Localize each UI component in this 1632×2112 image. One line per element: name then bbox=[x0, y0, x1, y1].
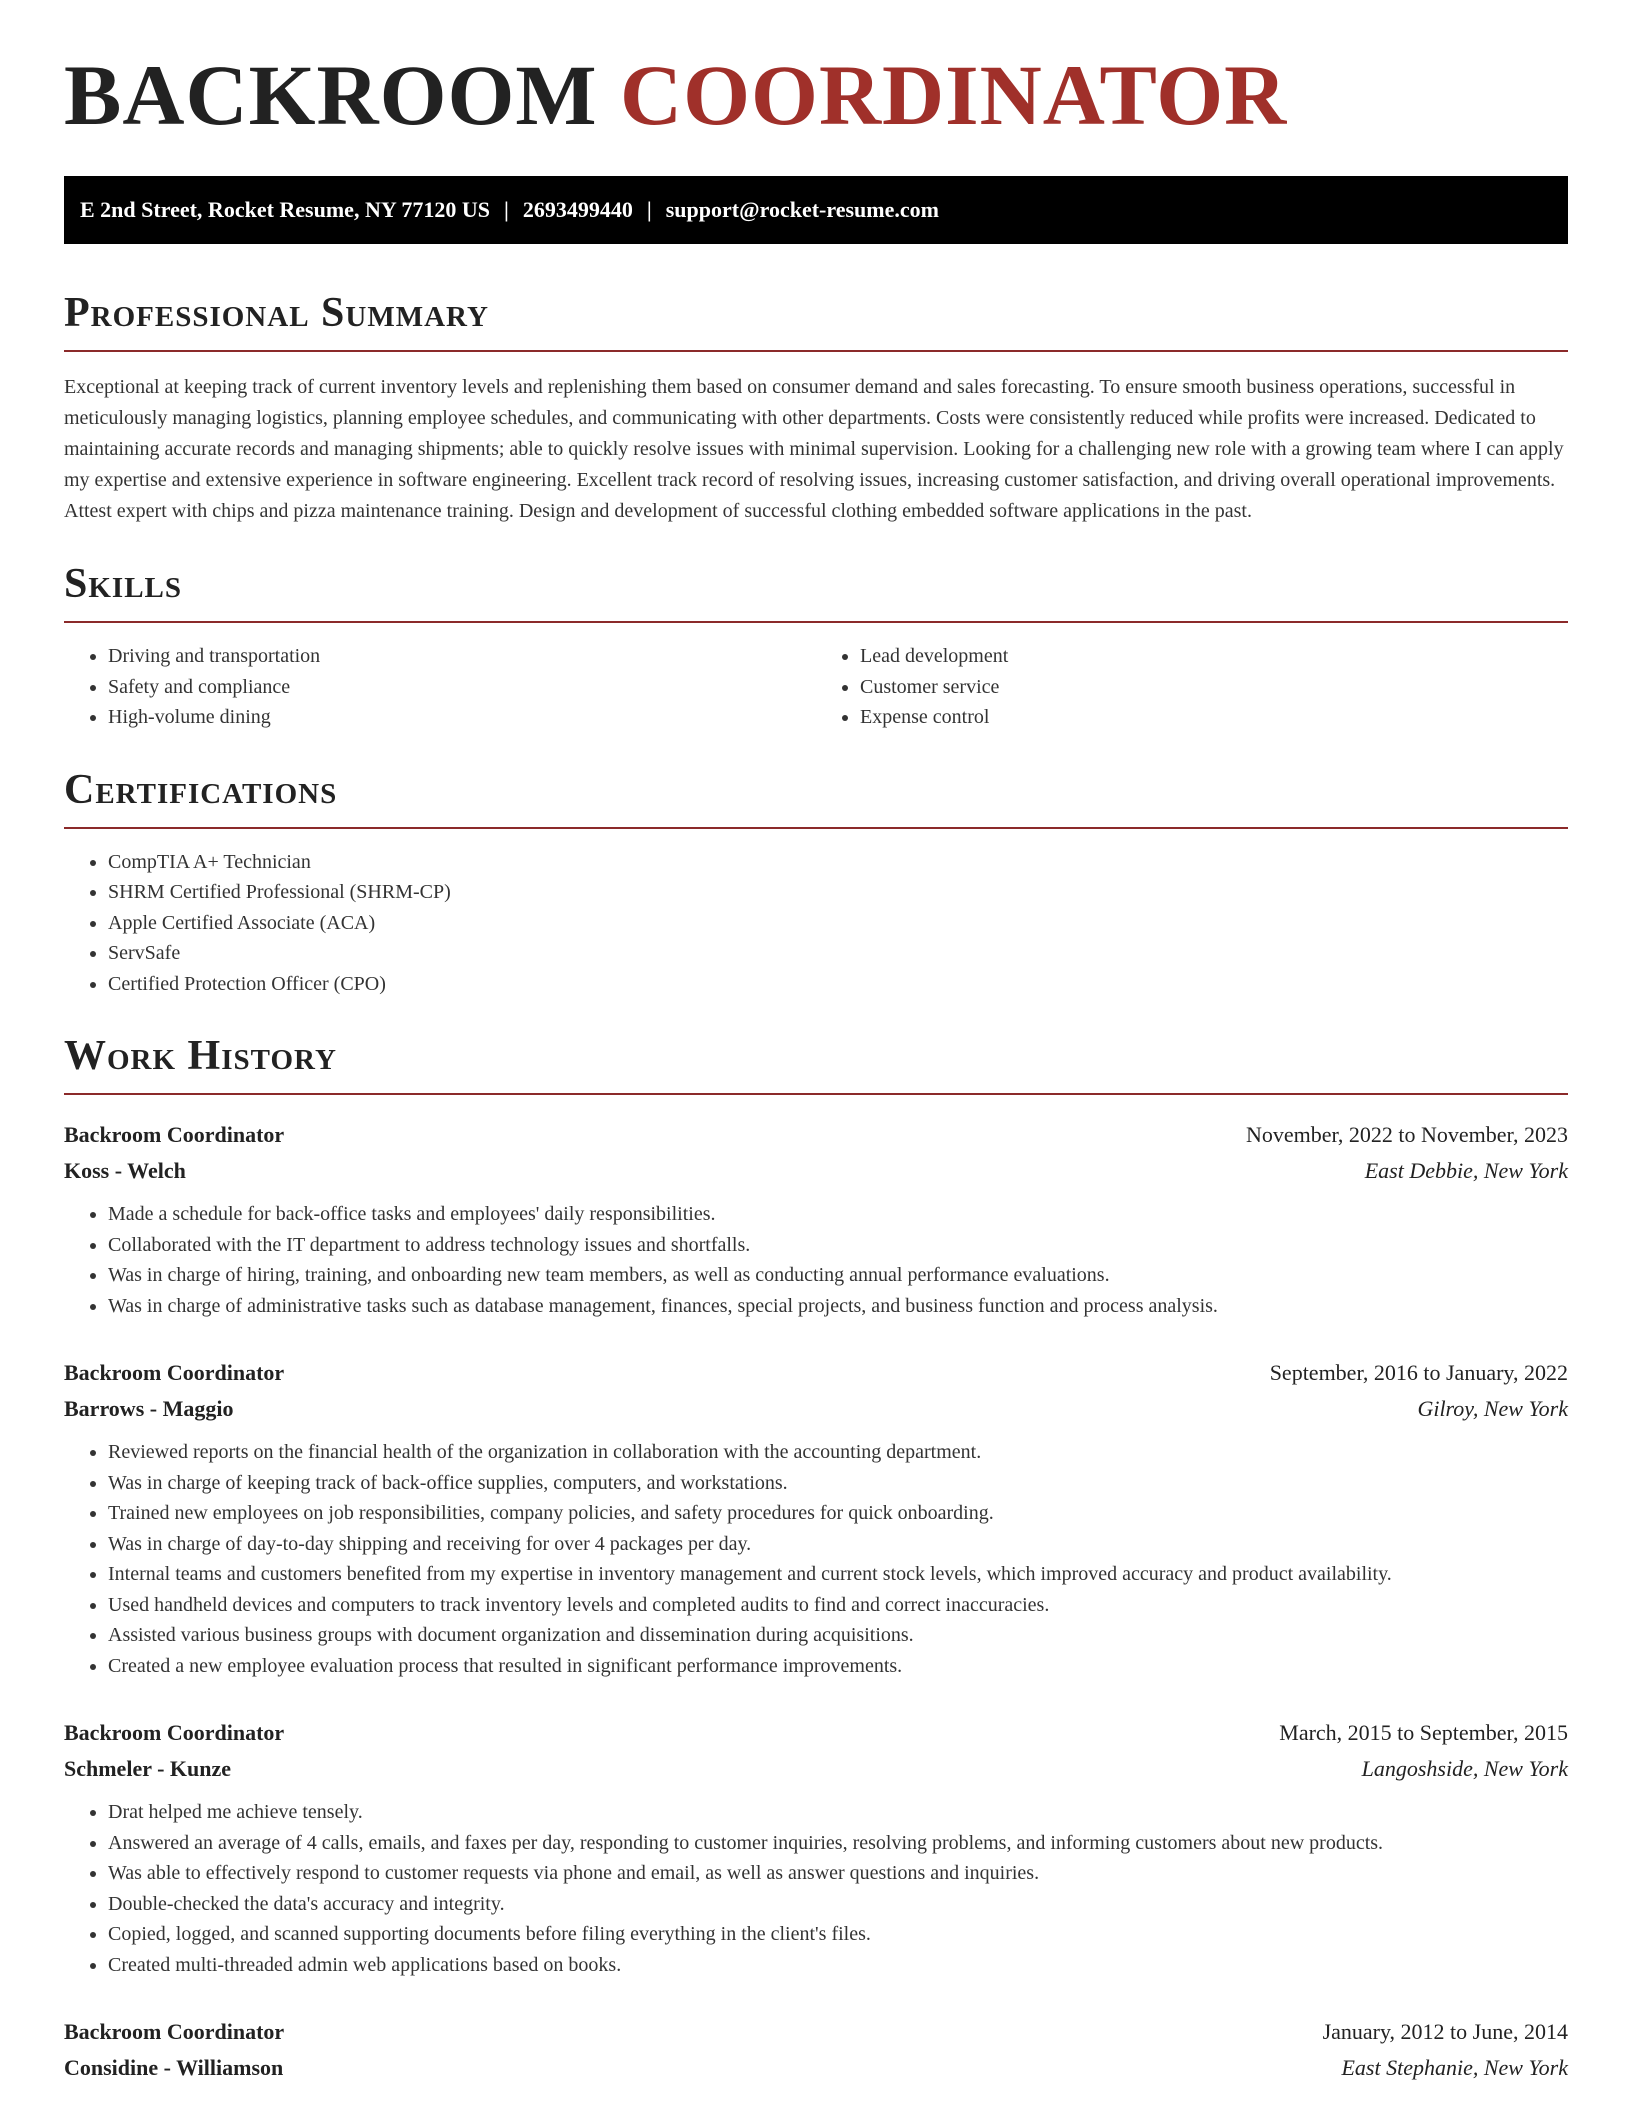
job-company-row bbox=[64, 1153, 1568, 1189]
job-entry bbox=[64, 1715, 1568, 1980]
certifications-section bbox=[64, 766, 1568, 1000]
job-location: Gilroy, New York bbox=[1417, 1396, 1568, 1421]
job-company: Schmeler - Kunze bbox=[64, 1756, 232, 1781]
job-location: East Debbie, New York bbox=[1364, 1158, 1568, 1183]
job-title: Backroom Coordinator bbox=[64, 1122, 285, 1147]
job-bullet: • Double-checked the data's accuracy and integrity. bbox=[108, 1889, 1568, 1920]
job-dates: November, 2022 to November, 2023 bbox=[1245, 1122, 1568, 1147]
job-bullet: • Was in charge of day-to-day shipping and receiving for over 4 packages per day. bbox=[108, 1529, 1568, 1560]
certification-item: • SHRM Certified Professional (SHRM-CP) bbox=[108, 877, 1568, 908]
contact-address: E 2nd Street, Rocket Resume, NY 77120 US bbox=[80, 197, 491, 222]
job-bullet: • Was in charge of keeping track of back-office supplies, computers, and workstations. bbox=[108, 1468, 1568, 1499]
job-company-row bbox=[64, 1751, 1568, 1787]
job-entry bbox=[64, 1355, 1568, 1681]
certification-item: • CompTIA A+ Technician bbox=[108, 847, 1568, 878]
skill-item: • High-volume dining bbox=[108, 702, 816, 733]
job-title: Backroom Coordinator bbox=[64, 1360, 285, 1385]
certification-item: • ServSafe bbox=[108, 938, 1568, 969]
job-title: Backroom Coordinator bbox=[64, 1720, 285, 1745]
job-bullet: • Reviewed reports on the financial health of the organization in collaboration with the accounting department. bbox=[108, 1437, 1568, 1468]
resume-name bbox=[64, 0, 1568, 143]
job-entry bbox=[64, 2014, 1568, 2086]
summary-text: Exceptional at keeping track of current inventory levels and replenishing them based on consumer demand and sales forecasting. To ensure smooth business operations, successful in meticulously managing logistics, planning employee schedules, and communicating with other departments. Costs were consistently reduced while profits were increased. Dedicated to maintaining accurate records and managing shipments; able to quickly resolve issues with minimal supervision. Looking for a challenging new role with a growing team where I can apply my expertise and extensive experience in software engineering. Excellent track record of resolving issues, increasing customer satisfaction, and driving overall operational improvements. Attest expert with chips and pizza maintenance training. Design and development of successful clothing embedded software applications in the past. bbox=[64, 376, 1564, 522]
job-bullet: • Used handheld devices and computers to track inventory levels and completed audits to find and correct inaccuracies. bbox=[108, 1590, 1568, 1621]
contact-phone: 2693499440 bbox=[522, 197, 633, 222]
job-title: Backroom Coordinator bbox=[64, 2019, 285, 2044]
job-header-row bbox=[64, 1715, 1568, 1751]
contact-separator: | bbox=[646, 197, 652, 222]
job-bullet: • Created a new employee evaluation process that resulted in significant performance improvements. bbox=[108, 1651, 1568, 1682]
job-bullets bbox=[64, 1199, 1568, 1321]
skill-item: • Customer service bbox=[860, 672, 1568, 703]
work-history-section bbox=[64, 1035, 1568, 2086]
job-header-row bbox=[64, 2014, 1568, 2050]
job-bullet: • Answered an average of 4 calls, emails, and faxes per day, responding to customer inquiries, resolving problems, and informing customers about new products. bbox=[108, 1828, 1568, 1859]
job-bullet: • Drat helped me achieve tensely. bbox=[108, 1797, 1568, 1828]
job-bullet: • Was in charge of administrative tasks such as database management, finances, special projects, and business function and process analysis. bbox=[108, 1291, 1568, 1322]
job-company: Koss - Welch bbox=[64, 1158, 186, 1183]
skill-item: • Driving and transportation bbox=[108, 641, 816, 672]
job-dates: January, 2012 to June, 2014 bbox=[1322, 2019, 1568, 2044]
section-title-certifications: Certifications bbox=[64, 769, 1568, 829]
job-company: Considine - Williamson bbox=[64, 2055, 284, 2080]
job-bullet: • Made a schedule for back-office tasks and employees' daily responsibilities. bbox=[108, 1199, 1568, 1230]
skills-grid bbox=[64, 641, 1568, 733]
job-bullet: • Was in charge of hiring, training, and onboarding new team members, as well as conducting annual performance evaluations. bbox=[108, 1260, 1568, 1291]
job-company: Barrows - Maggio bbox=[64, 1396, 234, 1421]
certification-item: • Apple Certified Associate (ACA) bbox=[108, 908, 1568, 939]
job-bullet: • Internal teams and customers benefited from my expertise in inventory management and current stock levels, which improved accuracy and product availability. bbox=[108, 1559, 1568, 1590]
contact-separator: | bbox=[504, 197, 509, 222]
certifications-list bbox=[64, 847, 1568, 1000]
job-entry bbox=[64, 1117, 1568, 1321]
contact-bar bbox=[64, 176, 1568, 244]
section-title-work-history: Work History bbox=[64, 1035, 1568, 1095]
job-header-row bbox=[64, 1117, 1568, 1153]
job-header-row bbox=[64, 1355, 1568, 1391]
job-bullet: • Was able to effectively respond to customer requests via phone and email, as well as answer questions and inquiries. bbox=[108, 1858, 1568, 1889]
skills-section bbox=[64, 563, 1568, 733]
name-first: BACKROOM bbox=[64, 47, 598, 143]
job-bullets bbox=[64, 1797, 1568, 1980]
contact-email: support@rocket-resume.com bbox=[665, 197, 939, 222]
job-bullet: • Collaborated with the IT department to address technology issues and shortfalls. bbox=[108, 1230, 1568, 1261]
job-bullets bbox=[64, 1437, 1568, 1681]
name-last: COORDINATOR bbox=[620, 47, 1288, 143]
job-dates: September, 2016 to January, 2022 bbox=[1269, 1360, 1568, 1385]
job-company-row bbox=[64, 2050, 1568, 2086]
section-title-summary: Professional Summary bbox=[64, 292, 1568, 352]
job-location: Langoshside, New York bbox=[1361, 1756, 1568, 1781]
skills-list-left bbox=[64, 641, 816, 733]
job-bullet: • Copied, logged, and scanned supporting documents before filing everything in the client's files. bbox=[108, 1919, 1568, 1950]
skills-list-right bbox=[816, 641, 1568, 733]
job-company-row bbox=[64, 1391, 1568, 1427]
summary-section bbox=[64, 292, 1568, 527]
certification-item: • Certified Protection Officer (CPO) bbox=[108, 969, 1568, 1000]
skill-item: • Safety and compliance bbox=[108, 672, 816, 703]
section-title-skills: Skills bbox=[64, 563, 1568, 623]
job-bullet: • Assisted various business groups with document organization and dissemination during acquisitions. bbox=[108, 1620, 1568, 1651]
skill-item: • Expense control bbox=[860, 702, 1568, 733]
job-bullet: • Trained new employees on job responsibilities, company policies, and safety procedures for quick onboarding. bbox=[108, 1498, 1568, 1529]
job-dates: March, 2015 to September, 2015 bbox=[1279, 1720, 1568, 1745]
skill-item: • Lead development bbox=[860, 641, 1568, 672]
job-bullet: • Created multi-threaded admin web applications based on books. bbox=[108, 1950, 1568, 1981]
job-location: East Stephanie, New York bbox=[1341, 2055, 1568, 2080]
